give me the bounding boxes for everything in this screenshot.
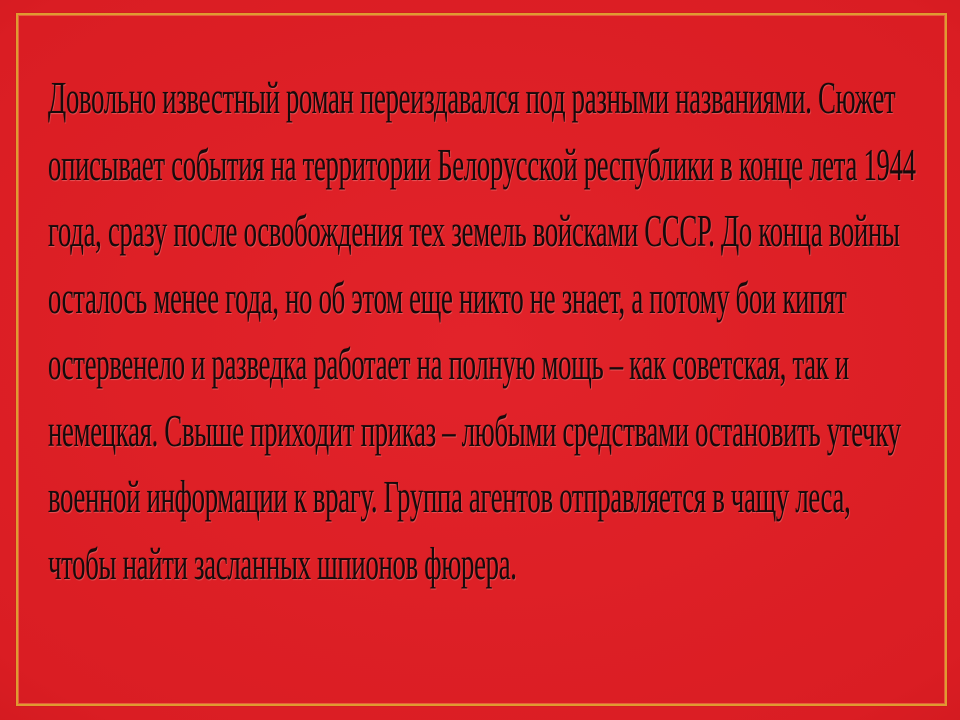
slide-body-text <box>48 65 916 597</box>
text-line: года, сразу после освобождения тех земель войсками СССР. До конца войны <box>48 206 900 256</box>
text-line: чтобы найти засланных шпионов фюрера. <box>48 538 517 589</box>
text-line: остервенело и разведка работает на полную мощь – как советская, так и <box>48 339 849 389</box>
text-line: немецкая. Свыше приходит приказ – любыми средствами остановить утечку <box>48 405 901 456</box>
text-line: осталось менее года, но об этом еще никто не знает, а потому бои кипят <box>48 272 847 323</box>
text-line: военной информации к врагу. Группа агентов отправляется в чащу леса, <box>48 472 851 522</box>
text-line: описывает события на территории Белорусской республики в конце лета 1944 <box>48 139 916 190</box>
text-line: Довольно известный роман переиздавался под разными названиями. Сюжет <box>48 73 896 123</box>
